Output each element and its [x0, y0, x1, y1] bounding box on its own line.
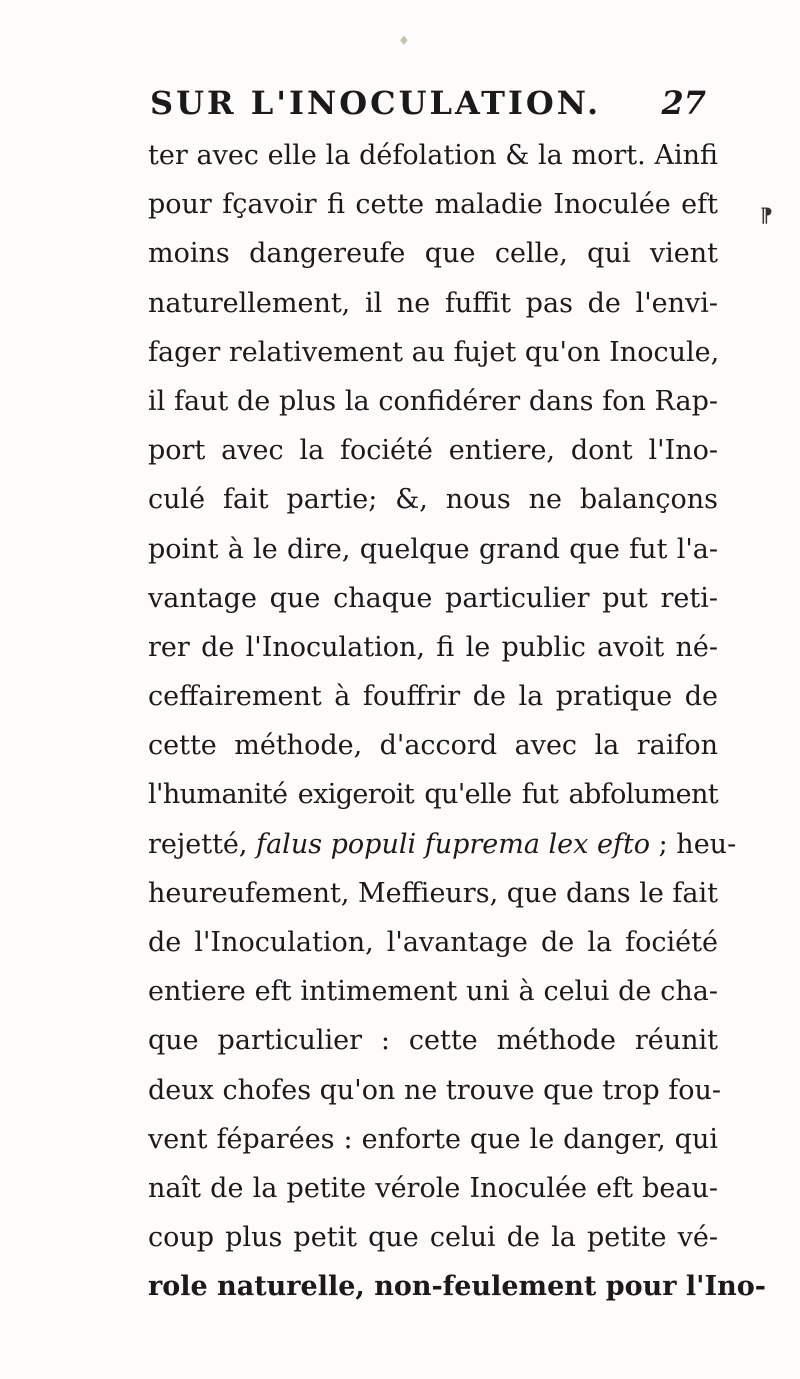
text-line: vantage que chaque particulier put reti- [148, 582, 718, 614]
running-title: SUR L'INOCULATION. [150, 84, 602, 122]
text-line: fager relativement au fujet qu'on Inocule, [148, 336, 720, 368]
text-line: naît de la petite vérole Inoculée eft beau- [148, 1172, 718, 1204]
text-line: ceffairement à fouffrir de la pratique de [148, 681, 718, 713]
text-line: port avec la fociété entiere, dont l'Ino- [148, 435, 718, 467]
text-line: point à le dire, quelque grand que fut l'a- [148, 533, 718, 565]
text-line: heureufement, Meffieurs, que dans le fait [148, 877, 718, 909]
text-line: naturellement, il ne fuffit pas de l'envi- [148, 287, 718, 319]
page-header [150, 84, 706, 136]
text-fragment: ; heu- [650, 828, 737, 860]
text-line: de l'Inoculation, l'avantage de la fociété [148, 927, 718, 958]
text-line: l'humanité exigeroit qu'elle fut abfolument [148, 779, 718, 811]
text-line: pour fçavoir fi cette maladie Inoculée eft [148, 189, 718, 221]
text-line: vent féparées : enforte que le danger, qui [148, 1123, 718, 1155]
text-line: coup plus petit que celui de la petite vé- [148, 1222, 718, 1254]
text-line: ter avec elle la défolation & la mort. Ainfi [148, 140, 718, 171]
text-line: culé fait partie; &, nous ne balançons [148, 484, 718, 516]
text-fragment: rejetté, [148, 828, 257, 860]
latin-quotation: falus populi fuprema lex efto [256, 828, 651, 860]
margin-annotation-mark: ⁋ [760, 203, 773, 227]
text-line: que particulier : cette méthode réunit [148, 1025, 718, 1057]
text-line: moins dangereufe que celle, qui vient [148, 238, 718, 270]
text-line: cette méthode, d'accord avec la raifon [148, 730, 718, 762]
text-line-with-latin [148, 820, 737, 869]
body-text [148, 131, 766, 1312]
top-ornament-mark: ♦ [398, 34, 410, 49]
text-line: rer de l'Inoculation, fi le public avoit né- [148, 631, 718, 663]
page-number: 27 [661, 84, 706, 122]
text-line: role naturelle, non-feulement pour l'Ino- [148, 1271, 766, 1303]
text-line: il faut de plus la confidérer dans fon Rap- [148, 385, 718, 417]
text-line: deux chofes qu'on ne trouve que trop fou- [148, 1074, 721, 1106]
text-line: entiere eft intimement uni à celui de cha- [148, 976, 718, 1008]
